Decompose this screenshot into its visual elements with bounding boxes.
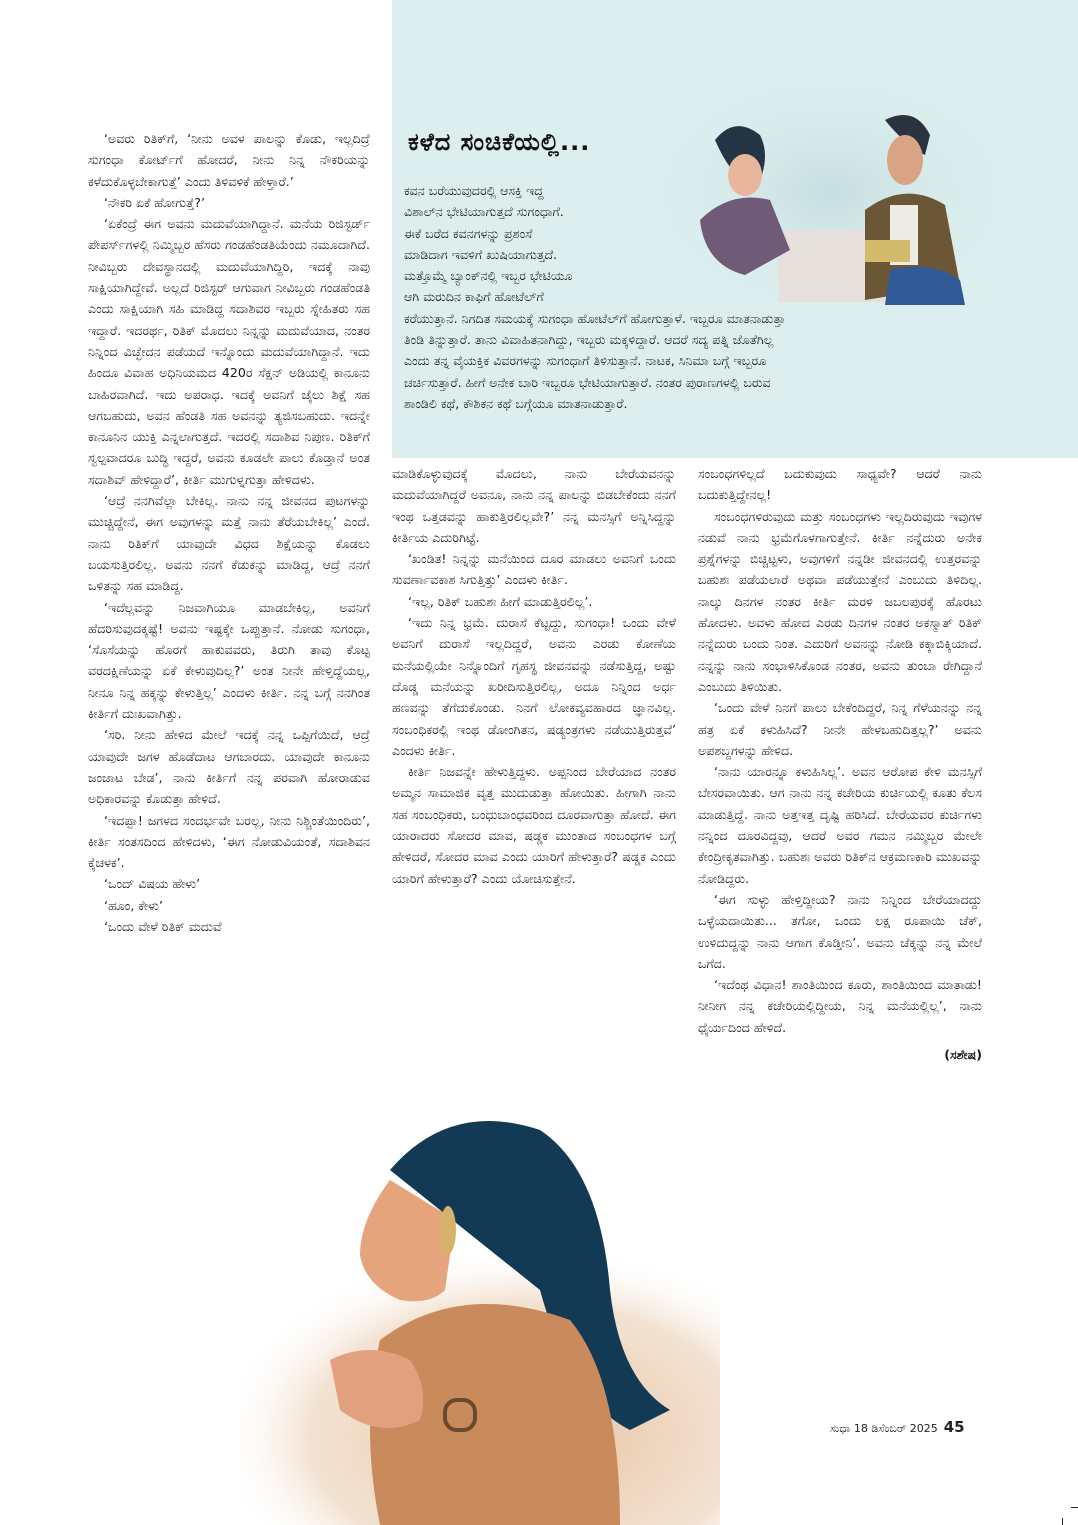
recap-line: ತಿಂಡಿ ತಿನ್ನುತ್ತಾರೆ. ತಾನು ವಿವಾಹಿತನಾಗಿದ್ದು, ಇಬ್ಬರು ಮಕ್ಕಳಿದ್ದಾರೆ. ಆದರೆ ಸದ್ಯ ಪತ್ನಿ ಜೊತೆಗಿಲ್ಲ [404, 332, 774, 348]
paragraph: ‘ಏಕೆಂದ್ರೆ ಈಗ ಅವನು ಮದುವೆಯಾಗಿದ್ದಾನೆ. ಮನೆಯ ರಿಜಿಸ್ಟರ್ಡ್ ಪೇಪರ್ಸ್‌ಗಳಲ್ಲಿ ನಿಮ್ಮಿಬ್ಬರ ಹೆಸರು ಗಂಡಹೆಂಡತಿಯೆಂದು ನಮೂದಾಗಿದೆ. ನೀವಿಬ್ಬರು ದೇವಸ್ಥಾನದಲ್ಲಿ ಮದುವೆಯಾಗಿದ್ದಿರಿ, ಇದಕ್ಕೆ ನಾವು ಸಾಕ್ಷಿಯಾಗಿದ್ದೇವೆ. ಅಲ್ಲದೆ ರಿಜಿಸ್ಟರ್ ಆಗುವಾಗ ನೀವಿಬ್ಬರು ಗಂಡಹೆಂಡತಿ ಎಂದು ಸಾಕ್ಷಿಯಾಗಿ ಸಹಿ ಮಾಡಿದ್ದ ಸದಾಶಿವರ ಇಬ್ಬರು ಸ್ನೇಹಿತರು ಸಹ ಇದ್ದಾರೆ. ಇದರರ್ಥ, ರಿತಿಕ್ ಮೊದಲು ನಿನ್ನನ್ನು ಮದುವೆಯಾದ, ನಂತರ ನಿನ್ನಿಂದ ವಿಚ್ಛೇದನ ಪಡೆಯದೆ ಇನ್ನೊಂದು ಮದುವೆಯಾಗಿದ್ದಾನೆ. ಇದು ಹಿಂದೂ ವಿವಾಹ ಅಧಿನಿಯಮದ 420ರ ಸೆಕ್ಷನ್ ಅಡಿಯಲ್ಲಿ ಕಾನೂನು ಬಾಹಿರವಾಗಿದೆ. ಇದು ಅಪರಾಧ. ಇದಕ್ಕೆ ಅವನಿಗೆ ಜೈಲು ಶಿಕ್ಷೆ ಸಹ ಆಗಬಹುದು, ಅವನ ಹೆಂಡತಿ ಸಹ ಅವನನ್ನು ತ್ಯಜಿಸಬಹುದು. ಇದನ್ನೇ ಕಾನೂನಿನ ಯುಕ್ತಿ ಎನ್ನಲಾಗುತ್ತದೆ. ಇದರಲ್ಲಿ ಸದಾಶಿವ ನಿಪುಣ. ರಿತಿಕ್‌ಗೆ ಸ್ವಲ್ಪವಾದರೂ ಬುದ್ಧಿ ಇದ್ದರೆ, ಅವನು ಕೂಡಲೇ ಪಾಲು ಕೊಡ್ತಾನೆ ಅಂತ ಸದಾಶಿವ್ ಹೇಳಿದ್ದಾರೆ’, ಕೀರ್ತಿ ಮುಗುಳ್ನಗುತ್ತಾ ಹೇಳಿದಳು. [88, 216, 370, 487]
recap-line: ಚರ್ಚಿಸುತ್ತಾರೆ. ಹೀಗೆ ಅನೇಕ ಬಾರಿ ಇಬ್ಬರೂ ಭೇಟಿಯಾಗುತ್ತಾರೆ. ನಂತರ ಪುರಾಣಗಳಲ್ಲಿ ಬರುವ [404, 374, 771, 390]
recap-line: ಮತ್ತೊಮ್ಮೆ ಬ್ಯಾಂಕ್‌ನಲ್ಲಿ ಇಬ್ಬರ ಭೇಟಿಯೂ [404, 268, 573, 284]
recap-line: ಆಗಿ ಮರುದಿನ ಕಾಫಿಗೆ ಹೋಟೆಲ್‌ಗೆ [404, 289, 544, 305]
article-column-middle [392, 463, 676, 889]
crop-mark [1062, 1518, 1063, 1525]
recap-line: ಎಂದು ತನ್ನ ವೈಯಕ್ತಿಕ ವಿವರಗಳನ್ನು ಸುಗಂಧಾಗೆ ತಿಳಿಸುತ್ತಾನೆ. ನಾಟಕ, ಸಿನಿಮಾ ಬಗ್ಗೆ ಇಬ್ಬರೂ [404, 353, 767, 369]
paragraph: ‘ಹೂಂ, ಕೇಳು’ [104, 897, 163, 913]
page-number: 45 [943, 1418, 965, 1436]
article-column-right [698, 463, 982, 1065]
paragraph: ‘ಖಂಡಿತ! ನಿನ್ನನ್ನು ಮನೆಯಿಂದ ದೂರ ಮಾಡಲು ಅವನಿಗೆ ಒಂದು ಸುವರ್ಣಾವಕಾಶ ಸಿಗುತ್ತಿತ್ತು’ ಎಂದಳು ಕೀರ್ತಿ. [392, 551, 676, 588]
paragraph: ‘ಇಲ್ಲ, ರಿತಿಕ್ ಬಹುಶಃ ಹೀಗೆ ಮಾಡುತ್ತಿರಲಿಲ್ಲ’. [408, 593, 593, 609]
recap-line: ಈಕೆ ಬರೆದ ಕವನಗಳನ್ನು ಪ್ರಶಂಸೆ [404, 225, 533, 241]
paragraph: ‘ಇದೆಲ್ಲವನ್ನು ನಿಜವಾಗಿಯೂ ಮಾಡಬೇಕಿಲ್ಲ, ಅವನಿಗೆ ಹೆದರಿಸುವುದಕ್ಕಷ್ಟೆ! ಅವನು ಇಷ್ಟಕ್ಕೇ ಒಪ್ಪುತ್ತಾನೆ. ನೋಡು ಸುಗಂಧಾ, ‘ಸೊಸೆಯನ್ನು ಹೊರಗೆ ಹಾಕುವವರು, ತಿರುಗಿ ತಾವು ಕೊಟ್ಟ ವರದಕ್ಷಿಣೆಯನ್ನು ಏಕೆ ಕೇಳುವುದಿಲ್ಲ?’ ಅಂತ ನೀನೇ ಹೇಳ್ತಿದ್ದೆಯಲ್ಲ, ನೀನೂ ನಿನ್ನ ಹಕ್ಕನ್ನು ಕೇಳುತ್ತಿಲ್ಲ’ ಎಂದಳು ಕೀರ್ತಿ. ನನ್ನ ಬಗ್ಗೆ ನನಗಿಂತ ಕೀರ್ತಿಗೆ ದುಃಖವಾಗಿತ್ತು. [88, 599, 370, 722]
paragraph: ಸಂಬಂಧಗಳಿಲ್ಲದೆ ಬದುಕುವುದು ಸಾಧ್ಯವೇ? ಆದರೆ ನಾನು ಬದುಕುತ್ತಿದ್ದೇನಲ್ಲ! [698, 466, 982, 503]
page-footer [830, 1418, 965, 1436]
paragraph: ಮಾಡಿಕೊಳ್ಳುವುದಕ್ಕೆ ಮೊದಲು, ನಾನು ಬೇರೆಯವನನ್ನು ಮದುವೆಯಾಗಿದ್ದರೆ ಅವನೂ, ನಾನು ನನ್ನ ಪಾಲನ್ನು ಬಿಡಬೇಕೆಂದು ನನಗೆ ಇಂಥ ಒತ್ತಡವನ್ನು ಹಾಕುತ್ತಿರಲಿಲ್ಲವೇ?’ ನನ್ನ ಮನಸ್ಸಿಗೆ ಅನ್ನಿಸಿದ್ದನ್ನು ಕೀರ್ತಿಯ ಎದುರಿಗಿಟ್ಟೆ. [392, 466, 676, 545]
paragraph: ‘ಒಂದು ವೇಳೆ ರಿತಿಕ್ ಮದುವೆ [104, 918, 222, 934]
recap-line: ವಿಶಾಲ್‌ನ ಭೇಟಿಯಾಗುತ್ತದೆ ಸುಗಂಧಾಗೆ. [404, 204, 564, 220]
paragraph: ‘ಇದೆಂಥ ವಿಧಾನ! ಶಾಂತಿಯಿಂದ ಕೂರು, ಶಾಂತಿಯಿಂದ ಮಾತಾಡು! ನೀನೀಗ ನನ್ನ ಕಚೇರಿಯಲ್ಲಿದ್ದೀಯ, ನಿನ್ನ ಮನೆಯಲ್ಲಿಲ್ಲ’, ನಾನು ಧೈರ್ಯದಿಂದ ಹೇಳಿದೆ. [698, 977, 982, 1035]
recap-line: ಮಾಡಿದಾಗ ಇವಳಿಗೆ ಖುಷಿಯಾಗುತ್ತದೆ. [404, 246, 558, 262]
recap-title: ಕಳೆದ ಸಂಚಿಕೆಯಲ್ಲಿ... [408, 128, 591, 156]
recap-summary [404, 180, 1074, 414]
recap-line: ಕವನ ಬರೆಯುವುದರಲ್ಲಿ ಆಸಕ್ತಿ ಇದ್ದ [404, 183, 544, 198]
paragraph: ‘ನೌಕರಿ ಏಕೆ ಹೋಗುತ್ತೆ?’ [104, 194, 205, 210]
magazine-issue-date: ಸುಧಾ 18 ಡಿಸೆಂಬರ್ 2025 [830, 1422, 938, 1435]
paragraph: ‘ಸರಿ. ನೀನು ಹೇಳಿದ ಮೇಲೆ ಇದಕ್ಕೆ ನನ್ನ ಒಪ್ಪಿಗೆಯಿದೆ, ಆದ್ರೆ ಯಾವುದೇ ಜಗಳ ಹೊಡೆದಾಟ ಆಗಬಾರದು. ಯಾವುದೇ ಕಾನೂನು ಜಂಜಾಟ ಬೇಡ’, ನಾನು ಕೀರ್ತಿಗೆ ನನ್ನ ಪರವಾಗಿ ಹೋರಾಡುವ ಅಧಿಕಾರವನ್ನು ಕೊಡುತ್ತಾ ಹೇಳಿದೆ. [88, 727, 370, 807]
paragraph: ಸಂಬಂಧಗಳಿರುವುದು ಮತ್ತು ಸಂಬಂಧಗಳು ಇಲ್ಲದಿರುವುದು ಇವುಗಳ ನಡುವೆ ನಾನು ಭ್ರಮೆಗೊಳಗಾಗುತ್ತೇನೆ. ಕೀರ್ತಿ ನನ್ನೆದುರು ಅನೇಕ ಪ್ರಶ್ನೆಗಳನ್ನು ಬಿಚ್ಚಿಟ್ಟಳು, ಅವುಗಳಿಗೆ ನನ್ನಡೀ ಜೀವನದಲ್ಲಿ ಉತ್ತರವನ್ನು ಬಹುಶಃ ಪಡೆಯಲಾರೆ ಅಥವಾ ಪಡೆಯುತ್ತೇನೆ ಎಂಬುದು ತಿಳಿದಿಲ್ಲ. ನಾಲ್ಕು ದಿನಗಳ ನಂತರ ಕೀರ್ತಿ ಮರಳಿ ಜಬಲಪುರಕ್ಕೆ ಹೊರಟು ಹೋದಳು. ಅವಳು ಹೋದ ಎರಡು ದಿನಗಳ ನಂತರ ಅಕಸ್ಮಾತ್ ರಿತಿಕ್ ನನ್ನೆದುರು ಬಂದು ನಿಂತ. ಎದುರಿಗೆ ಅವನನ್ನು ನೋಡಿ ಕಕ್ಕಾಬಿಕ್ಕಿಯಾದೆ. ನನ್ನನ್ನು ನಾನು ಸಂಭಾಳಿಸಿಕೊಂಡ ನಂತರ, ಅವನು ತುಂಬಾ ರೇಗಿದ್ದಾನೆ ಎಂಬುದು ತಿಳಿಯಿತು. [698, 508, 982, 694]
paragraph: ‘ನಾನು ಯಾರನ್ನೂ ಕಳುಹಿಸಿಲ್ಲ’. ಅವನ ಆರೋಪ ಕೇಳಿ ಮನಸ್ಸಿಗೆ ಬೇಸರವಾಯಿತು. ಆಗ ನಾನು ನನ್ನ ಕಚೇರಿಯ ಕುರ್ಚಿಯಲ್ಲಿ ಕೂತು ಕೆಲಸ ಮಾಡುತ್ತಿದ್ದೆ. ನಾನು ಅತ್ತಇತ್ತ ದೃಷ್ಟಿ ಹರಿಸಿದೆ. ಬೇರೆಯವರ ಕುರ್ಚಿಗಳು ನನ್ನಿಂದ ದೂರವಿದ್ದವು, ಆದರೆ ಅವರ ಗಮನ ನಮ್ಮಿಬ್ಬರ ಮೇಲೇ ಕೇಂದ್ರೀಕೃತವಾಗಿತ್ತು. ಬಹುಶಃ ಅವರು ರಿತಿಕ್‌ನ ಆಕ್ರಮಣಕಾರಿ ಮುಖವನ್ನು ನೋಡಿದ್ದರು. [698, 764, 982, 886]
to-be-continued: (ಸಶೇಷ) [944, 1047, 982, 1063]
paragraph: ಕೀರ್ತಿ ನಿಜವನ್ನೇ ಹೇಳುತ್ತಿದ್ದಳು. ಅಪ್ಪನಿಂದ ಬೇರೆಯಾದ ನಂತರ ಅಮ್ಮನ ಸಾಮಾಜಿಕ ವೃತ್ತ ಮುದುಡುತ್ತಾ ಹೋಯಿತು. ಹೀಗಾಗಿ ನಾನು ಸಹ ಸಂಬಂಧಿಕರು, ಬಂಧುಬಾಂಧವರಿಂದ ದೂರವಾಗುತ್ತಾ ಹೋದೆ. ಈಗ ಯಾರಾದರು ಸೋದರ ಮಾವ, ಷಡ್ಡಕ ಮುಂತಾದ ಸಂಬಂಧಗಳ ಬಗ್ಗೆ ಹೇಳಿದರೆ, ಸೋದರ ಮಾವ ಎಂದು ಯಾರಿಗೆ ಹೇಳುತ್ತಾರೆ? ಷಡ್ಡಕ ಎಂದು ಯಾರಿಗೆ ಹೇಳುತ್ತಾರೆ? ಎಂದು ಯೋಚಿಸುತ್ತೇನೆ. [392, 764, 676, 886]
paragraph: ‘ಆದ್ರೆ ನನಗಿವೆಲ್ಲಾ ಬೇಕಿಲ್ಲ. ನಾನು ನನ್ನ ಜೀವನದ ಪುಟಗಳನ್ನು ಮುಚ್ಚಿದ್ದೇನೆ, ಈಗ ಅವುಗಳನ್ನು ಮತ್ತೆ ನಾನು ತೆರೆಯಬೇಕಿಲ್ಲ’ ಎಂದೆ. ನಾನು ರಿತಿಕ್‌ಗೆ ಯಾವುದೇ ವಿಧದ ಶಿಕ್ಷೆಯನ್ನು ಕೊಡಲು ಬಯಸುತ್ತಿರಲಿಲ್ಲ. ಅವನು ನನಗೆ ಕೆಡುಕನ್ನು ಮಾಡಿದ್ದ, ಆದ್ರೆ ನನಗೆ ಒಳಿತನ್ನು ಸಹ ಮಾಡಿದ್ದ. [88, 493, 370, 594]
crop-mark [1071, 1507, 1078, 1508]
paragraph: ‘ಇದು ನಿನ್ನ ಭ್ರಮೆ. ದುರಾಸೆ ಕೆಟ್ಟದ್ದು, ಸುಗಂಧಾ! ಒಂದು ವೇಳೆ ಅವನಿಗೆ ದುರಾಸೆ ಇಲ್ಲದಿದ್ದರೆ, ಅವನು ಎರಡು ಕೋಣೆಯ ಮನೆಯಲ್ಲಿಯೇ ನಿನ್ನೊಂದಿಗೆ ಗೃಹಸ್ಥ ಜೀವನವನ್ನು ನಡೆಸುತ್ತಿದ್ದ, ಅಷ್ಟು ದೊಡ್ಡ ಮನೆಯನ್ನು ಖರೀದಿಸುತ್ತಿರಲಿಲ್ಲ, ಅದೂ ನಿನ್ನಿಂದ ಅರ್ಧ ಹಣವನ್ನು ತೆಗೆದುಕೊಂಡು. ನಿನಗೆ ಲೋಕವ್ಯವಹಾರದ ಜ್ಞಾನವಿಲ್ಲ. ಸಂಬಂಧಿಕರಲ್ಲಿ ಇಂಥ ಡೋಂಗಿತನ, ಷಡ್ಯಂತ್ರಗಳು ನಡೆಯುತ್ತಿರುತ್ತವೆ’ ಎಂದಳು ಕೀರ್ತಿ. [392, 615, 676, 758]
paragraph: ‘ಇದಪ್ಪಾ! ಜಗಳದ ಸಂದರ್ಭವೇ ಬರಲ್ಲ, ನೀನು ನಿಶ್ಚಿಂತೆಯಿಂದಿರು’, ಕೀರ್ತಿ ಸಂತಸದಿಂದ ಹೇಳಿದಳು, ‘ಈಗ ನೋಡುವಿಯಂತೆ, ಸದಾಶಿವನ ಕೈಚಳಕ’. [88, 812, 370, 871]
paragraph: ‘ಅವರು ರಿತಿಕ್‌ಗೆ, ‘ನೀನು ಅವಳ ಪಾಲನ್ನು ಕೊಡು, ಇಲ್ಲದಿದ್ರೆ ಸುಗಂಧಾ ಕೋರ್ಟ್‌ಗೆ ಹೋದರೆ, ನೀನು ನಿನ್ನ ನೌಕರಿಯನ್ನು ಕಳೆದುಕೊಳ್ಳಬೇಕಾಗುತ್ತೆ’ ಎಂದು ತಿಳಿವಳಿಕೆ ಹೇಳ್ತಾರೆ.’ [88, 131, 370, 189]
recap-line: ಕರೆಯುತ್ತಾನೆ. ನಿಗದಿತ ಸಮಯಕ್ಕೆ ಸುಗಂಧಾ ಹೋಟೆಲ್‌ಗೆ ಹೋಗುತ್ತಾಳೆ. ಇಬ್ಬರೂ ಮಾತನಾಡುತ್ತಾ [404, 310, 786, 326]
recap-line: ಶಾಂಡಿಲಿ ಕಥೆ, ಕೌಶಿಕನ ಕಥೆ ಬಗ್ಗೆಯೂ ಮಾತನಾಡುತ್ತಾರೆ. [404, 395, 628, 411]
woman-illustration [240, 1110, 720, 1525]
paragraph: ‘ಒಂದು ವೇಳೆ ನಿನಗೆ ಪಾಲು ಬೇಕೆಂದಿದ್ದರೆ, ನಿನ್ನ ಗೆಳೆಯನನ್ನು ನನ್ನ ಹತ್ರ ಏಕೆ ಕಳುಹಿಸಿದೆ? ನೀನೇ ಹೇಳಬಹುದಿತ್ತಲ್ಲ?’ ಅವನು ಅಪಶಬ್ದಗಳನ್ನು ಹೇಳಿದ. [698, 700, 982, 758]
paragraph: ‘ಒಂದ್ ವಿಷಯ ಹೇಳು’ [104, 876, 201, 892]
paragraph: ‘ಈಗ ಸುಳ್ಳು ಹೇಳ್ತಿದ್ದೀಯ? ನಾನು ನಿನ್ನಿಂದ ಬೇರೆಯಾದದ್ದು ಒಳ್ಳೆಯದಾಯಿತು... ತಗೋ, ಒಂದು ಲಕ್ಷ ರೂಪಾಯಿ ಚೆಕ್, ಉಳಿದುದ್ದನ್ನು ನಾನು ಆಗಾಗ ಕೊಡ್ತೀನಿ’. ಅವನು ಚೆಕ್ಕನ್ನು ನನ್ನ ಮೇಲೆ ಒಗೆದ. [698, 891, 982, 971]
article-column-left [88, 128, 370, 937]
